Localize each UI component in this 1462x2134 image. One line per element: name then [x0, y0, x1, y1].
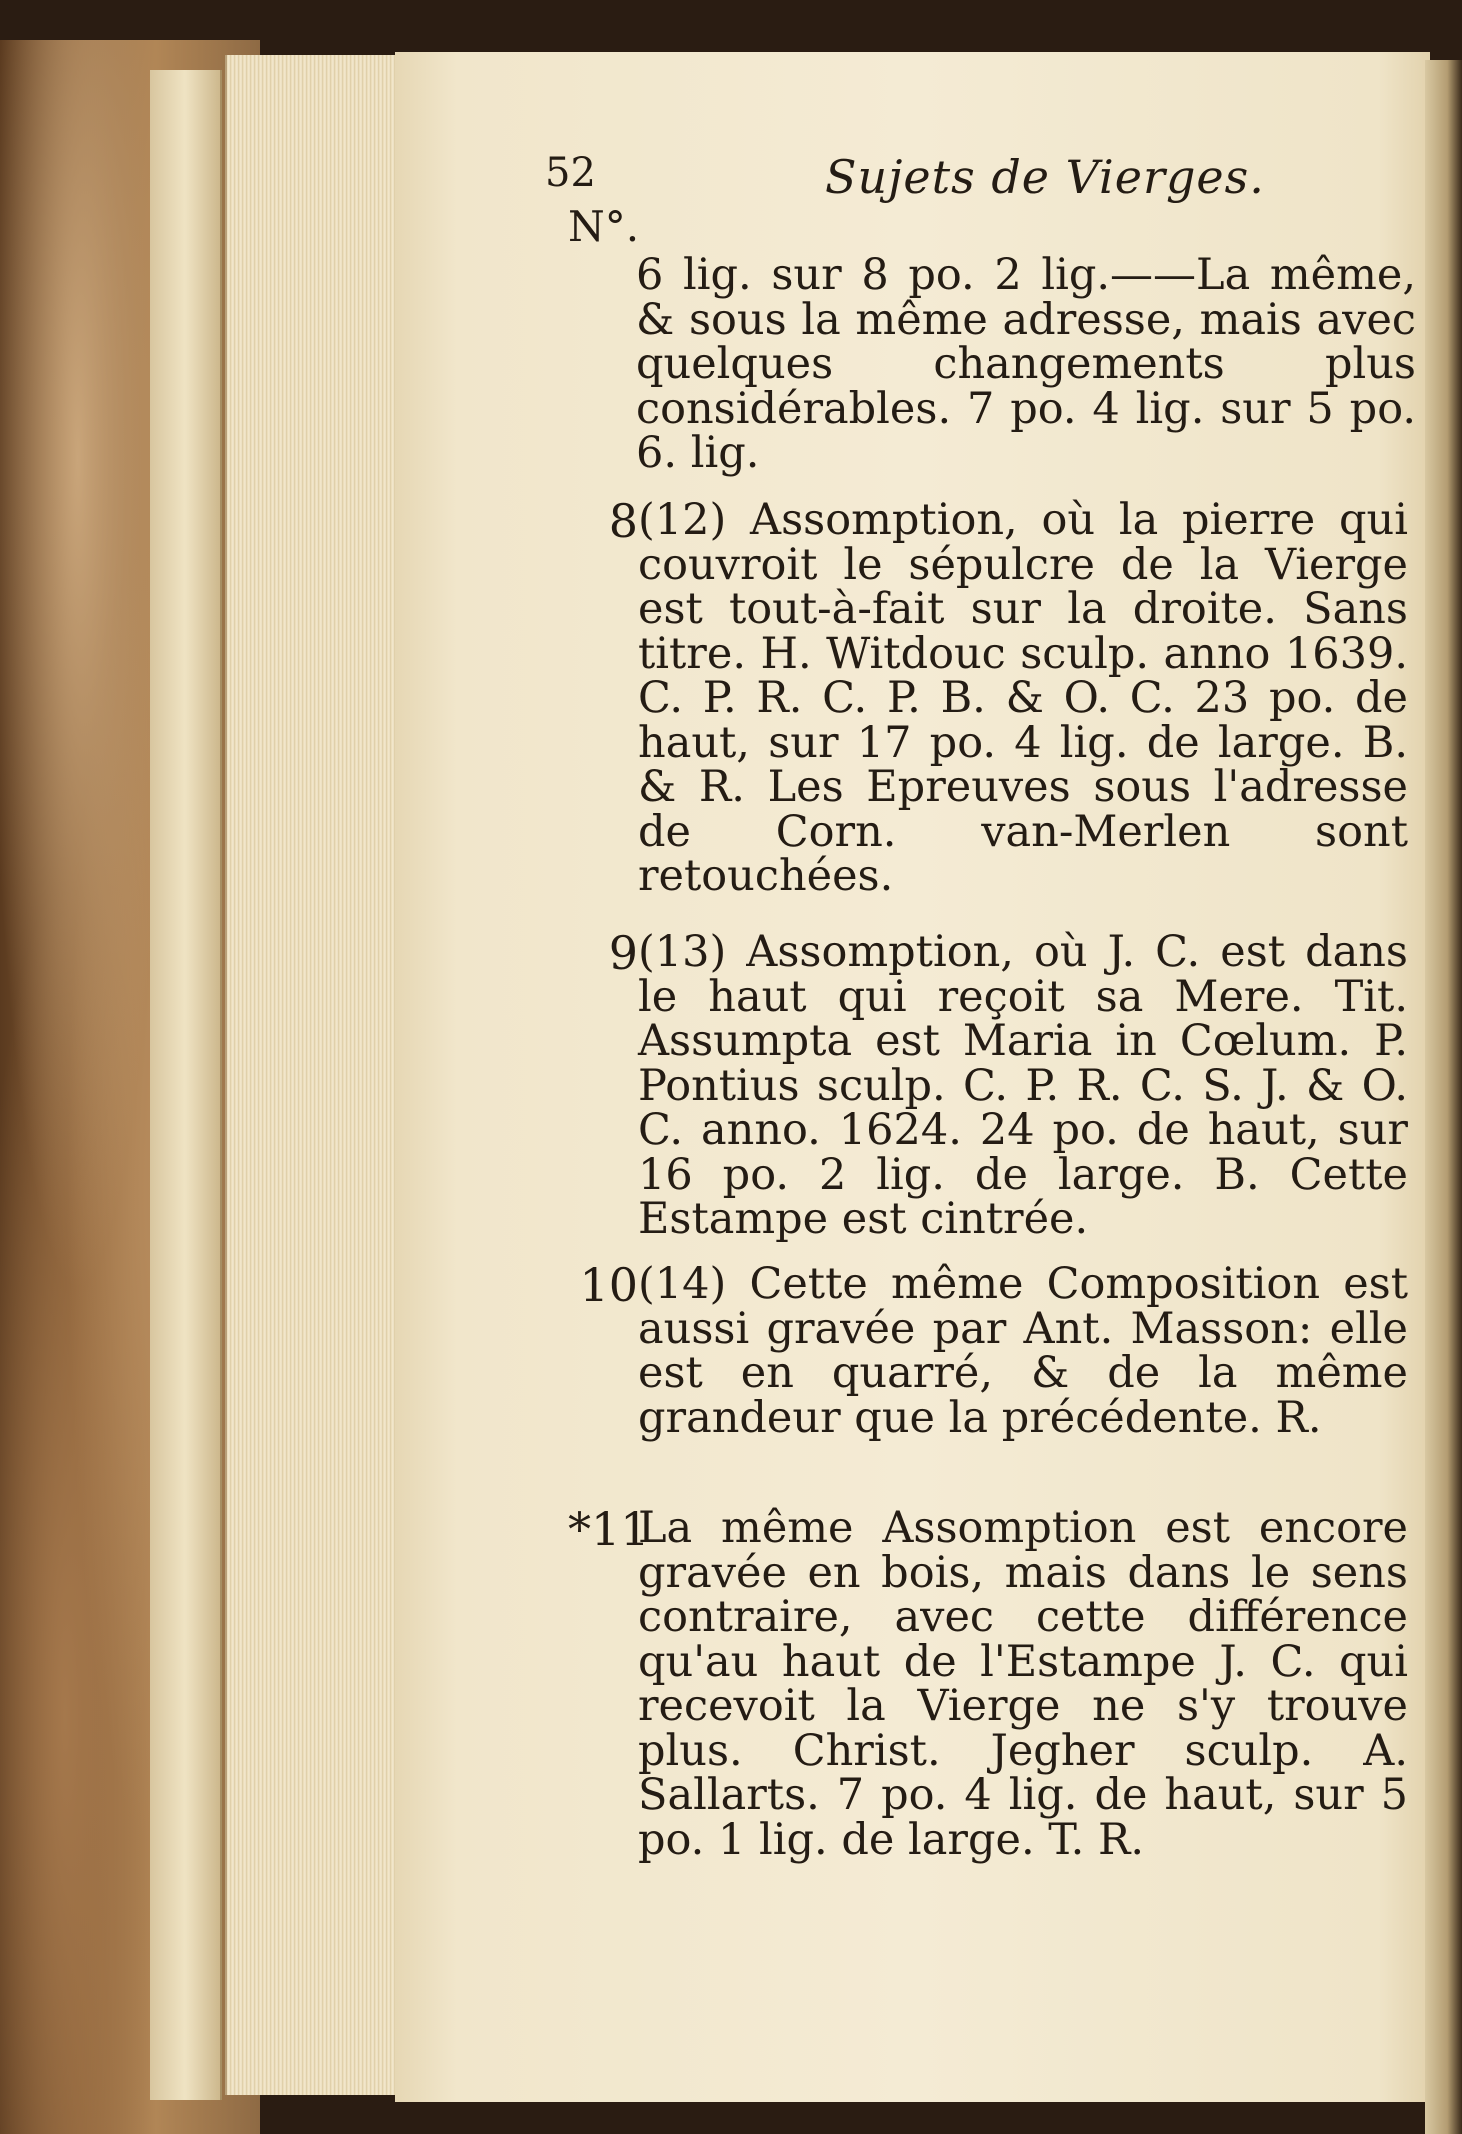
entry-number: *11 [568, 1502, 650, 1556]
page-edges [225, 55, 397, 2095]
continuation-text: 6 lig. sur 8 po. 2 lig.——La même, & sous la même adresse, mais avec quelques changements plus considérables. 7 po. 4 lig. sur 5 po. 6. lig. [636, 250, 1416, 478]
entry-number: 10 [579, 1258, 638, 1312]
cover-inner-edge [150, 70, 222, 2100]
facing-page-edge [1425, 60, 1462, 2134]
number-column-label: N°. [568, 202, 640, 251]
entry-number: 8 [608, 494, 638, 548]
entry-text: (14) Cette même Composition est aussi gravée par Ant. Masson: elle est en quarré, & de la même grandeur que la précédente. R. [638, 1259, 1408, 1443]
entry-number: 9 [608, 926, 638, 980]
entry-text: (13) Assomption, où J. C. est dans le haut qui reçoit sa Mere. Tit. Assumpta est Maria in Cœlum. P. Pontius sculp. C. P. R. C. S. J. & O. C. anno. 1624. 24 po. de haut, sur 16 po. 2 lig. de large. B. Cette Estampe est cintrée. [638, 927, 1408, 1244]
entry-text: La même Assomption est encore gravée en bois, mais dans le sens contraire, avec cette différence qu'au haut de l'Estampe J. C. qui recevoit la Vierge ne s'y trouve plus. Christ. Jegher sculp. A. Sallarts. 7 po. 4 lig. de haut, sur 5 po. 1 lig. de large. T. R. [638, 1503, 1408, 1865]
running-title: Sujets de Vierges. [825, 150, 1265, 204]
page-number: 52 [545, 150, 596, 196]
page-header [545, 150, 1365, 210]
entry-text: (12) Assomption, où la pierre qui couvroit le sépulcre de la Vierge est tout-à-fait sur la droite. Sans titre. H. Witdouc sculp. anno 1639. C. P. R. C. P. B. & O. C. 23 po. de haut, sur 17 po. 4 lig. de large. B. & R. Les Epreuves sous l'adresse de Corn. van-Merlen sont retouchées. [638, 495, 1408, 901]
